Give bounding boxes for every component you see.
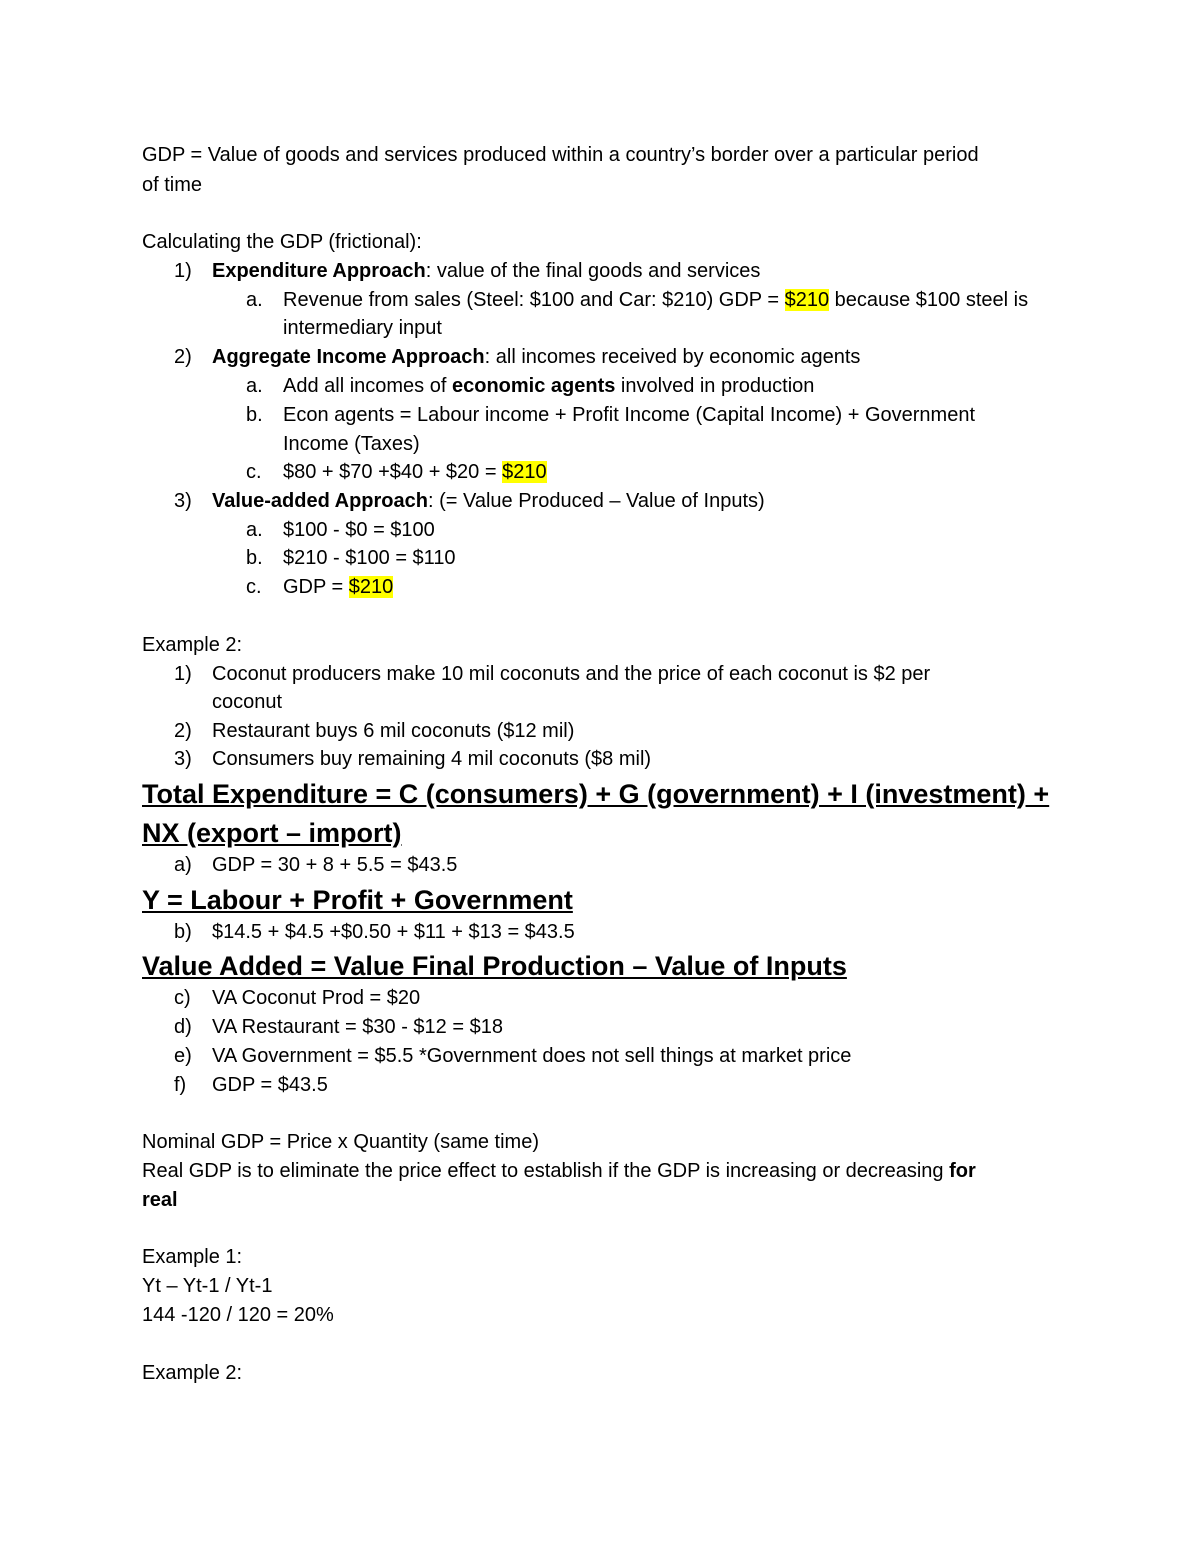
approach-1-title: Expenditure Approach	[212, 260, 426, 282]
approach-3b-mark: b.	[246, 547, 263, 569]
approach-3a-line: $100 - $0 = $100	[283, 519, 435, 541]
item-d-mark: d)	[174, 1016, 192, 1038]
approach-2c-text: $80 + $70 +$40 + $20 =	[283, 461, 503, 483]
approach-2-line	[212, 343, 860, 372]
approach-2-desc: : all incomes received by economic agents	[484, 346, 861, 368]
example2-item3: Consumers buy remaining 4 mil coconuts ($8 mil)	[212, 748, 652, 770]
example2-item1: Coconut producers make 10 mil coconuts and the price of each coconut is $2 per	[212, 663, 931, 685]
example2-item1-number: 1)	[174, 663, 192, 685]
approach-3-desc: : (= Value Produced – Value of Inputs)	[427, 490, 765, 512]
approach-1a-mark: a.	[246, 289, 263, 311]
approach-3-title: Value-added Approach	[212, 490, 428, 512]
approach-1-desc: : value of the final goods and services	[425, 260, 761, 282]
approach-1a-text: Revenue from sales (Steel: $100 and Car: $210) GDP =	[283, 289, 785, 311]
highlight-210: $210	[348, 576, 394, 598]
example2-item3-number: 3)	[174, 748, 192, 770]
approach-1-line	[212, 257, 760, 286]
approach-2a-text-post: involved in production	[615, 375, 815, 397]
approach-2-number: 2)	[174, 346, 192, 368]
value-added-heading: Value Added = Value Final Production – Value of Inputs	[142, 951, 847, 981]
approach-2a-mark: a.	[246, 375, 263, 397]
item-a: GDP = 30 + 8 + 5.5 = $43.5	[212, 854, 458, 876]
approach-3c-line	[283, 573, 393, 602]
approach-3-line	[212, 487, 765, 516]
example1-calc: 144 -120 / 120 = 20%	[142, 1304, 334, 1326]
item-b: $14.5 + $4.5 +$0.50 + $11 + $13 = $43.5	[212, 921, 575, 943]
total-expenditure-heading-line1: Total Expenditure = C (consumers) + G (government) + I (investment) +	[142, 779, 1050, 809]
example2-item2-number: 2)	[174, 720, 192, 742]
approach-2c-line	[283, 458, 547, 487]
approach-3c-text: GDP =	[283, 576, 349, 598]
total-expenditure-heading-line2: NX (export – import)	[142, 818, 402, 848]
approach-2b-mark: b.	[246, 404, 263, 426]
approach-2b-cont: Income (Taxes)	[283, 433, 420, 455]
calc-heading: Calculating the GDP (frictional):	[142, 231, 422, 253]
approach-2a-line	[283, 372, 814, 401]
approach-1a-line	[283, 286, 1028, 315]
item-c: VA Coconut Prod = $20	[212, 987, 421, 1009]
approach-2c-mark: c.	[246, 461, 262, 483]
example2-item2: Restaurant buys 6 mil coconuts ($12 mil)	[212, 720, 575, 742]
approach-2a-text: Add all incomes of	[283, 375, 452, 397]
item-d: VA Restaurant = $30 - $12 = $18	[212, 1016, 503, 1038]
approach-3c-mark: c.	[246, 576, 262, 598]
real-gdp-bold-real: real	[142, 1189, 178, 1211]
example1-heading: Example 1:	[142, 1246, 243, 1268]
item-a-mark: a)	[174, 854, 192, 876]
approach-2-title: Aggregate Income Approach	[212, 346, 485, 368]
example2-item1-cont: coconut	[212, 691, 283, 713]
approach-1a-text-post: because $100 steel is	[829, 289, 1029, 311]
approach-2a-bold: economic agents	[451, 375, 616, 397]
nominal-gdp-line: Nominal GDP = Price x Quantity (same time)	[142, 1131, 539, 1153]
approach-2b-line: Econ agents = Labour income + Profit Income (Capital Income) + Government	[283, 404, 976, 426]
real-gdp-line2	[142, 1186, 178, 1215]
item-f: GDP = $43.5	[212, 1074, 328, 1096]
approach-3-number: 3)	[174, 490, 192, 512]
highlight-210: $210	[502, 461, 547, 483]
example2b-heading: Example 2:	[142, 1362, 243, 1384]
item-f-mark: f)	[174, 1074, 187, 1096]
item-e-mark: e)	[174, 1045, 192, 1067]
item-e: VA Government = $5.5 *Government does not sell things at market price	[212, 1045, 852, 1067]
approach-1-number: 1)	[174, 260, 192, 282]
approach-3a-mark: a.	[246, 519, 263, 541]
item-c-mark: c)	[174, 987, 191, 1009]
approach-1a-cont: intermediary input	[283, 317, 442, 339]
gdp-definition-line2: of time	[142, 174, 203, 196]
approach-3b-line: $210 - $100 = $110	[283, 547, 456, 569]
real-gdp-text: Real GDP is to eliminate the price effect to establish if the GDP is increasing or decreasing	[142, 1160, 950, 1182]
income-heading: Y = Labour + Profit + Government	[142, 885, 573, 915]
highlight-210: $210	[784, 289, 830, 311]
real-gdp-bold-for: for	[949, 1160, 976, 1182]
real-gdp-line1	[142, 1157, 976, 1186]
item-b-mark: b)	[174, 921, 192, 943]
example1-formula: Yt – Yt-1 / Yt-1	[142, 1275, 273, 1297]
example2-heading: Example 2:	[142, 634, 243, 656]
gdp-definition-line1: GDP = Value of goods and services produced within a country’s border over a particular period	[142, 144, 979, 166]
